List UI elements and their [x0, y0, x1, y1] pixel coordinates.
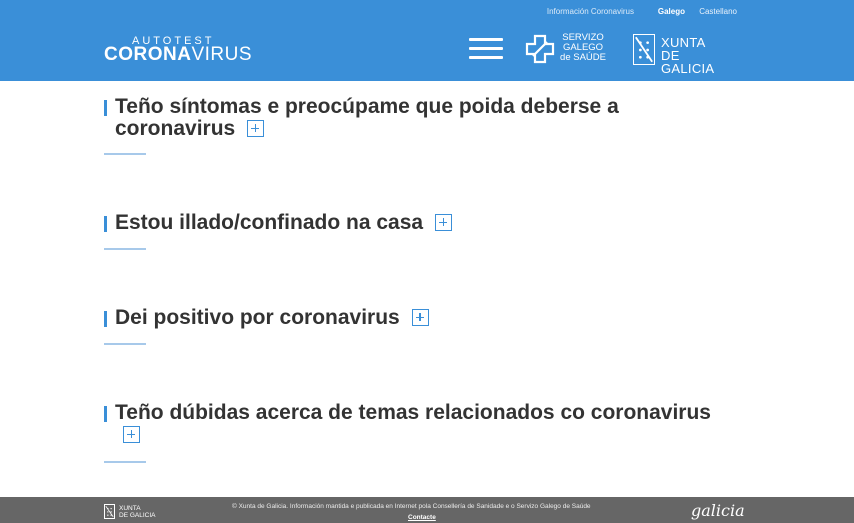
xunta-line1: XUNTA [661, 35, 706, 50]
section-divider [104, 343, 146, 345]
lang-galego-link[interactable]: Galego [657, 7, 685, 16]
section-doubts [104, 402, 794, 446]
section-title: Dei positivo por coronavirus [115, 306, 400, 329]
expand-plus-icon[interactable] [123, 426, 140, 443]
xunta-line2: DE GALICIA [661, 48, 715, 76]
lang-castellano-link[interactable]: Castellano [699, 7, 737, 16]
section-title: Teño síntomas e preocúpame que poida deberse a [115, 95, 619, 118]
expand-plus-icon[interactable] [247, 120, 264, 137]
menu-icon[interactable] [469, 38, 503, 60]
footer-xunta-line1: XUNTA [119, 505, 141, 512]
sergas-line2: GALEGO [562, 42, 604, 53]
section-title: Estou illado/confinado na casa [115, 211, 424, 234]
xunta-flag-icon [633, 34, 655, 65]
xunta-logo[interactable] [633, 34, 733, 76]
info-coronavirus-link[interactable]: Información Coronavirus [546, 7, 634, 16]
footer-copyright: © Xunta de Galicia. Información mantida e publicada en Internet pola Consellería de Sanidade e o Servizo Galego de Saúde [232, 503, 591, 510]
expand-plus-icon[interactable] [412, 309, 429, 326]
galicia-brand-logo[interactable]: galicia [691, 501, 745, 520]
expand-plus-icon[interactable] [435, 214, 452, 231]
section-isolated [104, 212, 764, 234]
footer-xunta-logo[interactable] [104, 504, 164, 520]
section-title: Teño dúbidas acerca de temas relacionados co coronavirus [115, 401, 711, 424]
footer-xunta-line2: DE GALICIA [119, 512, 156, 519]
header [0, 0, 854, 81]
footer-contact-link[interactable]: Contacte [408, 514, 436, 521]
section-divider [104, 153, 146, 155]
logo-line2: CORONAVIRUS [104, 44, 253, 65]
section-divider [104, 461, 146, 463]
section-title-cont: coronavirus [115, 117, 236, 140]
section-positive [104, 307, 764, 329]
sergas-line3: de SAÚDE [560, 52, 606, 63]
section-symptoms [104, 96, 764, 140]
sergas-line1: SERVIZO [562, 32, 604, 43]
sergas-logo[interactable] [525, 33, 609, 67]
sergas-cross-icon [525, 34, 555, 64]
footer-xunta-flag-icon [104, 504, 115, 519]
logo-line1: AUTOTEST [132, 35, 215, 47]
section-divider [104, 248, 146, 250]
footer [0, 497, 854, 523]
autotest-coronavirus-logo[interactable] [104, 35, 253, 67]
